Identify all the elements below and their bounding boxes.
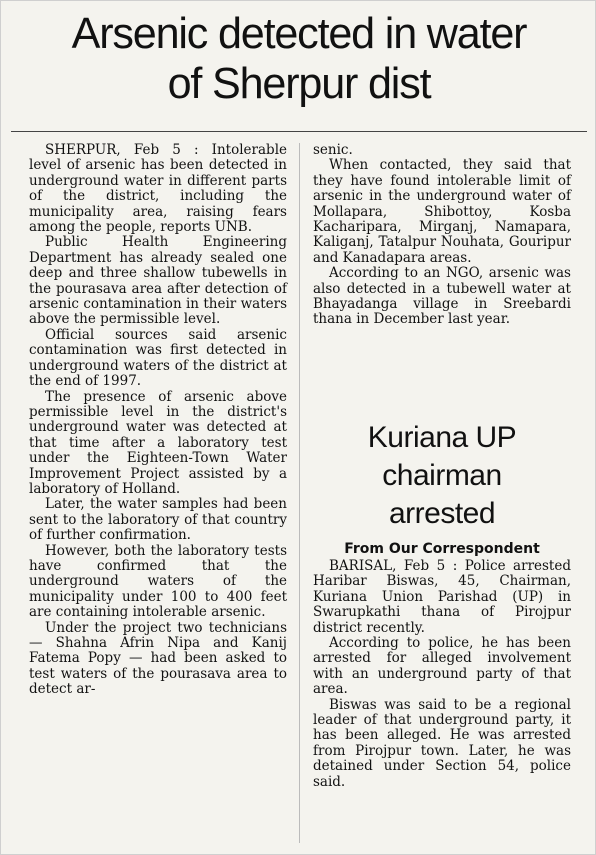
article-paragraph: Later, the water samples had been sent to the laboratory of that country of further confirmation.	[29, 496, 287, 544]
headline-line-2: of Sherpur dist	[167, 59, 431, 108]
article-paragraph: BARISAL, Feb 5 : Police arrested Haribar Biswas, 45, Chairman, Kuriana Union Parishad (UP) in Swarupkathi thana of Pirojpur district recently.	[313, 558, 571, 636]
article-paragraph: However, both the laboratory tests have confirmed that the underground waters of the municipality under 100 to 400 feet are containing intolerable arsenic.	[29, 542, 287, 621]
article-paragraph: Biswas was said to be a regional leader of that underground party, it has been alleged. He was arrested from Pirojpur town. Later, he was detained under Section 54, police said.	[313, 696, 571, 790]
headline-rule	[11, 131, 587, 132]
article-column-left	[29, 143, 287, 698]
article-paragraph: The presence of arsenic above permissible level in the district's underground water was detected at that time after a laboratory test under the Eighteen-Town Water Improvement Project assisted by a laboratory of Holland.	[29, 388, 287, 497]
article-paragraph: When contacted, they said that they have found intolerable limit of arsenic in the underground water of Mollapara, Shibottoy, Kosba Kacharipara, Mirganj, Namapara, Kaliganj, Tatalpur Nouhata, Gouripur and Kanadapara areas.	[313, 157, 571, 266]
headline	[17, 9, 581, 109]
second-headline-line-1: Kuriana UP	[367, 421, 517, 454]
article-paragraph: SHERPUR, Feb 5 : Intolerable level of arsenic has been detected in underground water in different parts of the district, including the municipality area, raising fears among the people, reports UNB.	[29, 142, 287, 236]
second-article-headline	[313, 419, 571, 533]
article-paragraph: Official sources said arsenic contamination was first detected in underground waters of the district at the end of 1997.	[29, 326, 287, 390]
headline-line-1: Arsenic detected in water	[71, 9, 527, 58]
byline: From Our Correspondent	[344, 541, 540, 557]
column-divider	[299, 143, 300, 843]
article-paragraph: senic.	[313, 142, 353, 158]
article-paragraph: According to an NGO, arsenic was also detected in a tubewell water at Bhayadanga village in Sreebardi thana in December last year.	[313, 265, 571, 328]
article-paragraph: Public Health Engineering Department has already sealed one deep and three shallow tubewells in the pourasava area after detection of arsenic contamination in their waters above the permissible level.	[29, 234, 287, 328]
second-article-body	[313, 559, 571, 790]
article-column-right	[313, 143, 571, 328]
article-paragraph: According to police, he has been arrested for alleged involvement with an underground party of that area.	[313, 635, 571, 698]
article-paragraph: Under the project two technicians — Shahna Afrin Nipa and Kanij Fatema Popy — had been asked to test waters of the pourasava area to detect ar-	[29, 619, 287, 698]
second-headline-line-3: arrested	[388, 497, 496, 530]
second-headline-line-2: chairman	[382, 459, 502, 492]
